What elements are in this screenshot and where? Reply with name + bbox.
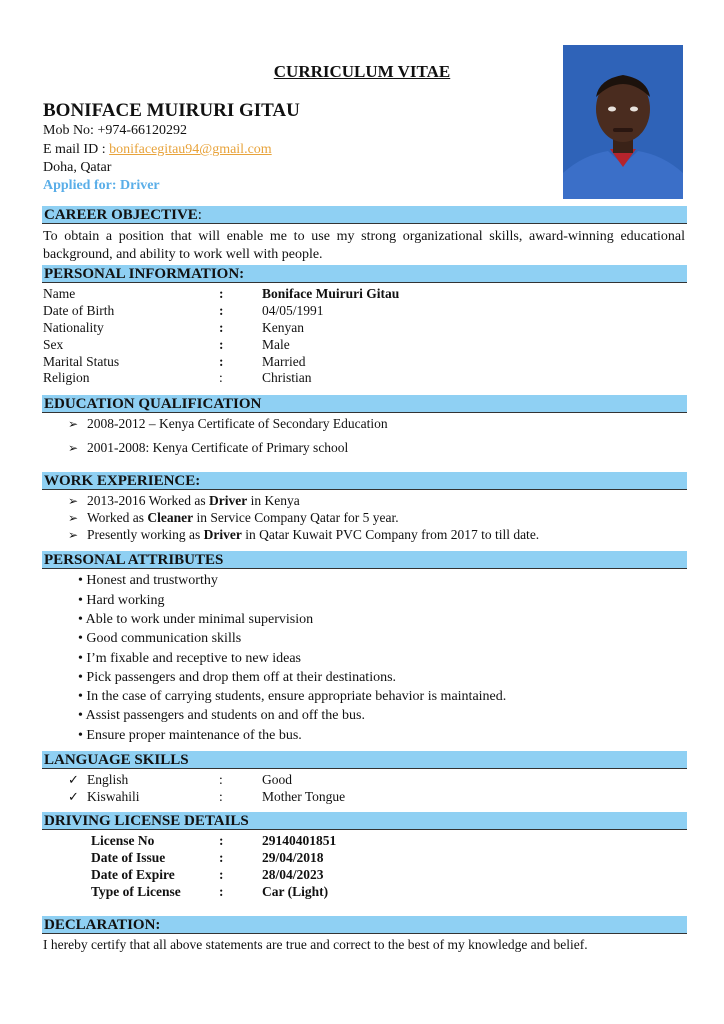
personal-value-dob: 04/05/1991	[262, 303, 324, 318]
work-item: Worked as Cleaner in Service Company Qatar for 5 year.	[87, 510, 399, 525]
attribute-item: • Good communication skills	[78, 631, 242, 646]
email-link[interactable]: bonifacegitau94@gmail.com	[109, 142, 272, 157]
personal-value-religion: Christian	[262, 370, 312, 385]
personal-label: Nationality	[43, 320, 104, 335]
license-value: Car (Light)	[262, 884, 329, 899]
career-objective-text: To obtain a position that will enable me to use my strong organizational skills, award-winning educational background, and ability to work well with people.	[43, 229, 685, 262]
section-language-skills: LANGUAGE SKILLS	[42, 751, 687, 769]
arrow-bullet-icon: ➢	[68, 511, 79, 525]
personal-label: Date of Birth	[43, 303, 115, 318]
attribute-item: • Assist passengers and students on and off the bus.	[78, 708, 365, 723]
section-declaration: DECLARATION:	[42, 916, 687, 934]
license-sep: :	[219, 867, 224, 882]
checkmark-icon: ✓	[68, 789, 79, 804]
personal-label: Marital Status	[43, 354, 120, 369]
license-value: 28/04/2023	[262, 867, 324, 882]
arrow-bullet-icon: ➢	[68, 441, 79, 455]
section-personal-information: PERSONAL INFORMATION:	[42, 265, 687, 283]
language-level: Mother Tongue	[262, 789, 346, 804]
personal-value-name: Boniface Muiruri Gitau	[262, 286, 400, 301]
section-work-experience: WORK EXPERIENCE:	[42, 472, 687, 490]
personal-sep: :	[219, 320, 224, 335]
location: Doha, Qatar	[43, 160, 112, 175]
personal-sep: :	[219, 370, 223, 385]
email-label: E mail ID :	[43, 142, 110, 157]
personal-label: Religion	[43, 370, 90, 385]
license-label: Date of Issue	[91, 850, 166, 865]
license-value: 29140401851	[262, 833, 337, 848]
email-line	[43, 142, 272, 158]
section-education: EDUCATION QUALIFICATION	[42, 395, 687, 413]
mobile-number: Mob No: +974-66120292	[43, 123, 188, 138]
language-name: English	[87, 772, 129, 787]
language-sep: :	[219, 772, 223, 787]
section-driving-license: DRIVING LICENSE DETAILS	[42, 812, 687, 830]
applied-for: Applied for: Driver	[43, 178, 160, 193]
document-title: CURRICULUM VITAE	[273, 62, 451, 81]
candidate-name: BONIFACE MUIRURI GITAU	[43, 100, 300, 121]
license-sep: :	[219, 833, 224, 848]
license-value: 29/04/2018	[262, 850, 324, 865]
education-item: 2001-2008: Kenya Certificate of Primary school	[87, 440, 349, 455]
work-item: 2013-2016 Worked as Driver in Kenya	[87, 493, 300, 508]
license-sep: :	[219, 850, 224, 865]
arrow-bullet-icon: ➢	[68, 494, 79, 508]
personal-sep: :	[219, 337, 224, 352]
attribute-item: • Pick passengers and drop them off at their destinations.	[78, 670, 397, 685]
language-level: Good	[262, 772, 292, 787]
license-label: Type of License	[91, 884, 181, 899]
section-career-objective: CAREER OBJECTIVE:	[42, 206, 687, 224]
checkmark-icon: ✓	[68, 772, 79, 787]
license-sep: :	[219, 884, 224, 899]
personal-sep: :	[219, 303, 224, 318]
arrow-bullet-icon: ➢	[68, 528, 79, 542]
attribute-item: • Hard working	[78, 593, 165, 608]
language-sep: :	[219, 789, 223, 804]
personal-label: Sex	[43, 337, 64, 352]
personal-label: Name	[43, 286, 76, 301]
work-item: Presently working as Driver in Qatar Kuwait PVC Company from 2017 to till date.	[87, 527, 540, 542]
language-name: Kiswahili	[87, 789, 140, 804]
attribute-item: • Honest and trustworthy	[78, 573, 218, 588]
personal-sep: :	[219, 354, 224, 369]
personal-sep: :	[219, 286, 224, 301]
attribute-item: • Ensure proper maintenance of the bus.	[78, 728, 302, 743]
personal-value-nationality: Kenyan	[262, 320, 304, 335]
attribute-item: • In the case of carrying students, ensure appropriate behavior is maintained.	[78, 689, 507, 704]
declaration-text: I hereby certify that all above statements are true and correct to the best of my knowledge and belief.	[43, 937, 588, 952]
section-personal-attributes: PERSONAL ATTRIBUTES	[42, 551, 687, 569]
license-label: Date of Expire	[91, 867, 175, 882]
attribute-item: • Able to work under minimal supervision	[78, 612, 314, 627]
profile-photo	[563, 45, 683, 199]
personal-value-sex: Male	[262, 337, 290, 352]
personal-value-marital: Married	[262, 354, 306, 369]
attribute-item: • I’m fixable and receptive to new ideas	[78, 651, 301, 666]
license-label: License No	[91, 833, 155, 848]
arrow-bullet-icon: ➢	[68, 417, 79, 431]
education-item: 2008-2012 – Kenya Certificate of Secondary Education	[87, 416, 388, 431]
